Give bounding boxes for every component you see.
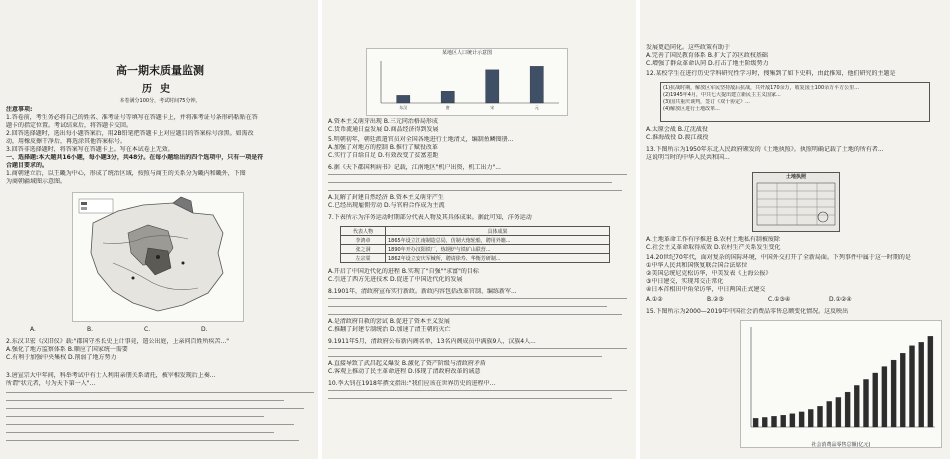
option-a[interactable]: A. [30, 326, 36, 333]
x-tick-label: 宋 [490, 105, 495, 110]
question-4-options [328, 118, 632, 134]
bar [397, 95, 410, 103]
bar [891, 360, 896, 427]
bar [873, 373, 878, 427]
exam-sheet-left [0, 0, 318, 459]
notice-line: 1.答卷前，考生务必将自己的姓名、准考证号等填写在答题卡上，并将准考证号条形码粘贴在答 [6, 114, 258, 121]
notice-block [6, 106, 314, 186]
question-1-cont: 为商朝疆域图示意图。 [6, 178, 67, 185]
question-1-options [30, 326, 258, 334]
bar [882, 367, 887, 427]
bar [845, 392, 850, 427]
question-8-stem: 8.1901年，清政府宣布实行新政。新政内容包括改革官制、编练新军... [328, 288, 517, 295]
question-14-item: ①中华人民共和国恢复联合国合法席位 [646, 262, 748, 269]
population-chart-svg [367, 57, 567, 113]
x-tick-label: 东汉 [399, 105, 408, 110]
table-row [341, 236, 610, 245]
exam-header [6, 62, 314, 104]
question-4-opts-cd: C.货币流通日益发展 D.商品经济得到发展 [328, 126, 439, 133]
question-15-stem: 15.下图所示为2000—2019年中国社会消费品零售总额变化情况。这反映出 [646, 308, 849, 315]
question-9-opts-cd: C.客观上推动了民主革命进程 D.体现了清政府改革的诚意 [328, 368, 481, 375]
certificate-title: 土地执照 [785, 174, 806, 180]
table-header-cell: 具体成果 [386, 227, 610, 236]
bar [900, 353, 905, 427]
question-7-table-wrap [340, 226, 610, 263]
question-6-opts-cd: C.已经出现雇佣劳动 D.与官府合作成为主流 [328, 202, 445, 209]
certificate-drawing [753, 181, 839, 229]
question-11-opts-cd: C.增强了群众革命认同 D.打击了地主阶级势力 [646, 60, 769, 67]
bar [827, 401, 832, 427]
x-tick-label: 元 [534, 105, 539, 110]
question-13 [646, 146, 946, 162]
question-6-opts-ab: A.瓦解了封建自然经济 B.资本主义萌芽产生 [328, 194, 444, 201]
table-cell: 张之洞 [341, 245, 386, 254]
population-chart [366, 48, 568, 116]
question-3-stem: 3.唐宣宗大中年间，科举考试中有士人利用亲朋关系请托，被宰相发现后上奏... [6, 372, 216, 379]
question-5-opts-cd: C.实行了自给自足 D.有效改变了贫富差距 [328, 152, 439, 159]
bar [817, 406, 822, 427]
question-13-opts-ab: A.土地革命工作有序推进 B.农村土地私有制被废除 [646, 236, 780, 243]
question-13-options [646, 236, 946, 252]
question-14-options [646, 296, 890, 304]
question-10 [328, 380, 632, 388]
source-line: (4)解放区进行土地改革... [663, 106, 720, 112]
notice-line: 3.回答非选择题时，将答案写在答题卡上。写在本试卷上无效。 [6, 146, 174, 153]
exam-sheet-middle [322, 0, 636, 459]
table-cell: 1890年开办汉阳铁厂，炼钢炉与铁矿山联营... [386, 245, 610, 254]
bar [808, 409, 813, 427]
option-a[interactable]: A.①② [646, 296, 663, 303]
table-cell: 1862年设立安庆军械所，聘请徐寿、华衡芳研制... [386, 254, 610, 263]
exam-meta: 本卷满分100分，考试时间75分钟。 [119, 98, 201, 104]
question-7 [328, 214, 632, 222]
question-14-stem: 14.20世纪70年代，面对复杂的国际环境，中国外交打开了全新局面。下列事件中属于这一时期的是 [646, 254, 911, 261]
question-8-opts-ab: A.是清政府自救的尝试 B.促进了资本主义发展 [328, 318, 450, 325]
notice-line: 动，用橡皮擦干净后，再选涂其他答案标号。 [6, 138, 127, 145]
question-2-opts-cd: C.有利于加强中央集权 D.削弱了地方势力 [6, 354, 117, 361]
bar [909, 346, 914, 427]
question-11-tail [646, 44, 946, 68]
option-b[interactable]: B.②③ [707, 296, 724, 303]
question-4-opts-ab: A.资本主义萌芽出现 B.三元同治格局形成 [328, 118, 438, 125]
exam-title: 高一期末质量监测 [116, 64, 204, 77]
question-14-item: ③中日建交，实现邦交正常化 [646, 278, 724, 285]
question-14-item: ④日本首相田中角荣访华，中日两国正式建交 [646, 286, 766, 293]
bar [928, 336, 933, 427]
bar [486, 70, 499, 103]
question-11-opts-ab: A.完善了国民教育体系 B.扩大了苏区政权基础 [646, 52, 768, 59]
source-line: (3)国共重庆谈判，签订《双十协定》... [663, 99, 750, 105]
question-6-stem: 6.据《天下郡国利病书》记载，江南地区"机户出资，机工出力"... [328, 164, 501, 171]
bar [863, 379, 868, 427]
question-2 [6, 338, 314, 362]
shang-territory-map [72, 192, 244, 322]
option-c[interactable]: C.①③④ [768, 296, 791, 303]
question-3 [6, 372, 314, 388]
question-9-stem: 9.1911年5月，清政府公布新内阁名单，13名内阁成员中满族9人，汉族4人... [328, 338, 536, 345]
question-9-opts-ab: A.直接导致了武昌起义爆发 B.激化了资产阶级与清政府矛盾 [328, 360, 486, 367]
question-7-opts-ab: A.开启了中国近代化的进程 B.实现了"自强""求富"的目标 [328, 268, 479, 275]
question-11-stem-tail: 发展更趋同化。这些政策有助于 [646, 44, 731, 51]
question-12-opts-ab: A.太原会战 B.辽沈战役 [646, 126, 708, 133]
question-12-stem: 12.某校学生在进行历史学科研究性学习时，搜集到了如下史料，由此推知，他们研究的主题是 [646, 70, 896, 77]
bar [790, 414, 795, 427]
option-d[interactable]: D. [201, 326, 208, 333]
table-cell: 1865年设立江南制造总局，仿制大炮轮船，聘用外籍... [386, 236, 610, 245]
question-13-stem-cont: 这说明当时的中华人民共和国... [646, 154, 730, 161]
question-12-source-box [660, 82, 930, 122]
question-7-options [328, 268, 632, 284]
bar [836, 397, 841, 427]
question-1: 1.商朝建立后，以王畿为中心，形成了统治区域，按照与商王的关系分为畿内和畿外，下图 [6, 170, 246, 177]
section-heading: 一、选择题:本大题共16小题，每小题3分，共48分。在每小题给出的四个选项中，只有一项是符 [6, 154, 264, 161]
option-b[interactable]: B. [87, 326, 94, 333]
question-5 [328, 136, 632, 160]
source-line: (2)1945年4月，中共七大提出建立新民主主义国家... [663, 92, 781, 98]
exam-sheet-right [640, 0, 950, 459]
source-line: (1)抗战时期，解放区军民坚持敌后抗战，共歼敌170余万，收复国土100余万平方公里... [663, 85, 859, 91]
bar [762, 417, 767, 427]
question-2-stem: 2.东汉卫宏《汉旧仪》载:"郡国守丞长史上计事竟，遣公出庭，上亲问百姓所疾苦..." [6, 338, 229, 345]
question-12-options [646, 126, 946, 142]
question-6 [328, 164, 632, 209]
question-12 [646, 70, 946, 78]
bar [530, 66, 543, 103]
chart-legend: 社会消费品零售总额(亿元) [811, 442, 871, 448]
question-13-opts-cd: C.社会主义革命取得成效 D.农村生产关系发生变化 [646, 244, 781, 251]
question-3-stem-cont: 所谓"状元者，号为天下第一人"... [6, 380, 96, 387]
bar [771, 416, 776, 427]
table-row [341, 245, 610, 254]
question-12-opts-cd: C.淮海战役 D.渡江战役 [646, 134, 709, 141]
question-5-stem: 5.明朝初年，朝廷派遣官员对全国各地进行土地清丈，编制鱼鳞图册... [328, 136, 514, 143]
section-heading-cont: 合题目要求的。 [6, 162, 49, 169]
notice-line: 2.回答选择题时，选出每小题答案后，用2B铅笔把答题卡上对应题目的答案标号涂黑。如需改 [6, 130, 254, 137]
reform-table [340, 226, 610, 263]
retail-sales-chart-svg [741, 321, 941, 437]
table-header-row [341, 227, 610, 236]
question-2-opts-ab: A.强化了地方监察体系 B.顺应了国家统一需要 [6, 346, 128, 353]
question-9 [328, 338, 632, 375]
table-header-cell: 代表人物 [341, 227, 386, 236]
table-cell: 李鸿章 [341, 236, 386, 245]
question-13-stem: 13.下图所示为1950年东北人民政府颁发的《土地执照》。执照明确记载了土地的所有者... [646, 146, 884, 153]
bar [854, 385, 859, 427]
question-15 [646, 308, 946, 316]
map-drawing [73, 193, 243, 321]
question-14-item: ②美国总统尼克松访华，中美发表《上海公报》 [646, 270, 772, 277]
bar [799, 412, 804, 427]
table-cell: 左宗棠 [341, 254, 386, 263]
exam-subject: 历史 [142, 84, 178, 95]
question-7-opts-cd: C.引进了西方先进技术 D.促进了中国近代化的发展 [328, 276, 463, 283]
bar [781, 415, 786, 427]
question-14 [646, 254, 946, 294]
question-5-opts-ab: A.加强了对地方的控制 B.推行了赋役改革 [328, 144, 438, 151]
table-row [341, 254, 610, 263]
land-certificate-image [752, 172, 840, 232]
bar [919, 342, 924, 427]
notice-line: 题卡的指定位置。考试结束后，将答题卡交回。 [6, 122, 133, 129]
retail-sales-chart [740, 320, 942, 448]
question-7-stem: 7.下表所示为洋务运动时期部分代表人物及其具体成果。据此可知，洋务运动 [328, 214, 532, 221]
question-10-stem: 10.李大钊在1918年撰文指出:"我们应该在世界历史的进程中... [328, 380, 496, 387]
notice-heading: 注意事项: [6, 106, 33, 113]
bar [441, 91, 454, 103]
question-8 [328, 288, 632, 333]
option-d[interactable]: D.①②④ [829, 296, 852, 303]
bar [753, 418, 758, 427]
question-8-opts-cd: C.推翻了封建专制统治 D.加速了清王朝的灭亡 [328, 326, 451, 333]
x-tick-label: 唐 [445, 105, 450, 110]
chart-caption: 某地区人口统计示意图 [441, 50, 492, 56]
option-c[interactable]: C. [144, 326, 151, 333]
